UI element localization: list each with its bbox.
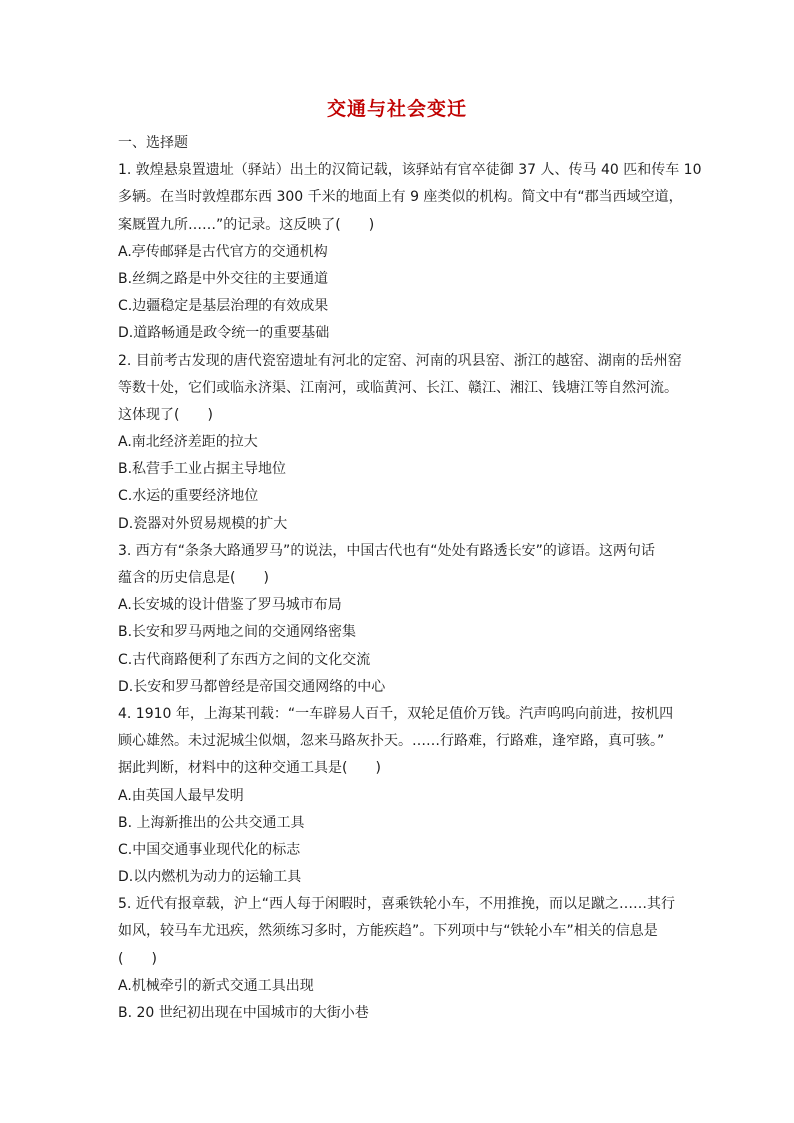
question-4-line-2: 顾心雄然。未过泥城尘似烟，忽来马路灰扑天。……行路难，行路难，逢窄路，真可骇。” bbox=[118, 733, 665, 750]
question-2-option-b: B.私营手工业占据主导地位 bbox=[118, 461, 287, 478]
section-heading: 一、选择题 bbox=[118, 135, 188, 151]
question-4-line-3: 据此判断，材料中的这种交通工具是( ) bbox=[118, 760, 381, 777]
question-3-option-b: B.长安和罗马两地之间的交通网络密集 bbox=[118, 624, 357, 641]
question-5-line-1: 5. 近代有报章载，沪上“西人每于闲暇时，喜乘铁轮小车，不用推挽，而以足蹴之……其行 bbox=[118, 896, 676, 913]
question-5-line-3: ( ) bbox=[118, 950, 157, 967]
question-3-option-d: D.长安和罗马都曾经是帝国交通网络的中心 bbox=[118, 678, 386, 695]
question-1-option-a: A.亭传邮驿是古代官方的交通机构 bbox=[118, 243, 328, 260]
question-5 bbox=[118, 891, 678, 1027]
question-3-option-c: C.古代商路便利了东西方之间的文化交流 bbox=[118, 651, 371, 668]
question-2-option-d: D.瓷器对外贸易规模的扩大 bbox=[118, 515, 288, 532]
question-2-line-2: 等数十处，它们或临永济渠、江南河，或临黄河、长江、赣江、湘江、钱塘江等自然河流。 bbox=[118, 379, 678, 396]
question-2-option-c: C.水运的重要经济地位 bbox=[118, 488, 259, 505]
document-title: 交通与社会变迁 bbox=[326, 98, 467, 120]
document-content bbox=[118, 130, 702, 1027]
question-4-option-c: C.中国交通事业现代化的标志 bbox=[118, 841, 301, 858]
question-1-option-c: C.边疆稳定是基层治理的有效成果 bbox=[118, 298, 329, 315]
question-4-line-1: 4. 1910 年，上海某刊载：“一车辟易人百千，双轮足值价万钱。汽声呜呜向前进，按机四 bbox=[118, 705, 674, 722]
question-4-option-a: A.由英国人最早发明 bbox=[118, 787, 244, 804]
question-1 bbox=[118, 157, 702, 347]
question-1-option-b: B.丝绸之路是中外交往的主要通道 bbox=[118, 270, 329, 287]
question-1-line-3: 案厩置九所……”的记录。这反映了( ) bbox=[118, 216, 375, 233]
question-5-option-a: A.机械牵引的新式交通工具出现 bbox=[118, 977, 314, 994]
question-4 bbox=[118, 701, 678, 891]
question-3 bbox=[118, 538, 678, 701]
question-2 bbox=[118, 348, 682, 538]
question-1-line-2: 多辆。在当时敦煌郡东西 300 千米的地面上有 9 座类似的机构。简文中有“郡当西域空道， bbox=[118, 189, 683, 206]
question-2-line-3: 这体现了( ) bbox=[118, 406, 213, 423]
question-3-line-2: 蕴含的历史信息是( ) bbox=[118, 570, 269, 586]
question-3-option-a: A.长安城的设计借鉴了罗马城市布局 bbox=[118, 597, 342, 614]
question-5-option-b: B. 20 世纪初出现在中国城市的大街小巷 bbox=[118, 1005, 369, 1021]
question-2-line-1: 2. 目前考古发现的唐代瓷窑遗址有河北的定窑、河南的巩县窑、浙江的越窑、湖南的岳州窑 bbox=[118, 352, 682, 369]
question-5-line-2: 如风，较马车尤迅疾，然须练习多时，方能疾趋”。下列项中与“铁轮小车”相关的信息是 bbox=[118, 923, 658, 940]
question-1-option-d: D.道路畅通是政令统一的重要基础 bbox=[118, 325, 330, 342]
question-3-line-1: 3. 西方有“条条大路通罗马”的说法，中国古代也有“处处有路透长安”的谚语。这两句话 bbox=[118, 542, 655, 559]
question-2-option-a: A.南北经济差距的拉大 bbox=[118, 434, 258, 451]
question-1-line-1: 1. 敦煌悬泉置遗址（驿站）出土的汉简记载，该驿站有官卒徒御 37 人、传马 40 匹和传车 10 bbox=[118, 162, 702, 179]
question-4-option-d: D.以内燃机为动力的运输工具 bbox=[118, 869, 302, 886]
question-4-option-b: B. 上海新推出的公共交通工具 bbox=[118, 814, 305, 831]
